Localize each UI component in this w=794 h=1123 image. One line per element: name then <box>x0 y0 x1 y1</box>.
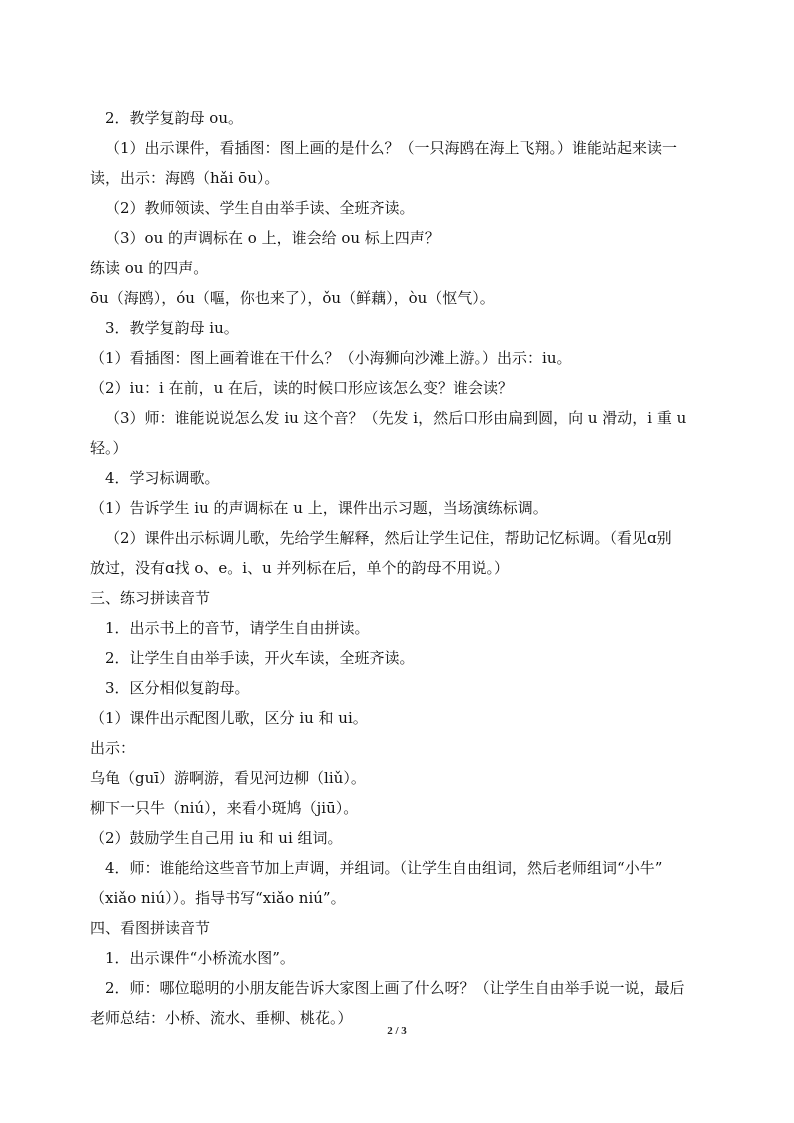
text-line: 4．学习标调歌。 <box>105 469 220 487</box>
text-line: （2）鼓励学生自己用 iu 和 ui 组词。 <box>90 829 343 847</box>
text-line: 1．出示书上的音节，请学生自由拼读。 <box>105 619 370 637</box>
text-line: 轻。） <box>90 439 128 457</box>
text-line: 练读 ou 的四声。 <box>90 259 209 277</box>
text-line: （3）ou 的声调标在 o 上，谁会给 ou 标上四声？ <box>105 229 440 247</box>
document-body <box>90 103 726 1033</box>
text-line: 放过，没有ɑ找 o、e。i、u 并列标在后，单个的韵母不用说。） <box>90 559 510 577</box>
text-line: （1）看插图：图上画着谁在干什么？（小海狮向沙滩上游。）出示：iu。 <box>90 349 572 367</box>
text-line: （2）课件出示标调儿歌，先给学生解释，然后让学生记住，帮助记忆标调。（看见ɑ别 <box>105 529 672 547</box>
text-line: 1．出示课件“小桥流水图”。 <box>105 949 295 967</box>
text-line: 读，出示：海鸥（hǎi ōu）。 <box>90 169 280 187</box>
text-line: （2）iu：i 在前，u 在后，读的时候口形应该怎么变？谁会读？ <box>90 379 513 397</box>
text-line: 柳下一只牛（niú），来看小斑鸠（jiū）。 <box>90 799 359 817</box>
text-line: 3．区分相似复韵母。 <box>105 679 250 697</box>
text-line: 3．教学复韵母 iu。 <box>105 319 239 337</box>
text-line: 4．师：谁能给这些音节加上声调，并组词。（让学生自由组词，然后老师组词“小牛” <box>105 859 663 877</box>
text-line: 2．师：哪位聪明的小朋友能告诉大家图上画了什么呀？（让学生自由举手说一说，最后 <box>105 979 685 997</box>
text-line: ōu（海鸥），óu（嘔，你也来了），ǒu（鲜藕），òu（怄气）。 <box>90 289 495 307</box>
text-line: （xiǎo niú））。指导书写“xiǎo niú”。 <box>90 889 346 907</box>
text-line: （3）师：谁能说说怎么发 iu 这个音？（先发 i，然后口形由扁到圆，向 u 滑动，i 重 u <box>105 409 687 427</box>
section-heading: 四、看图拼读音节 <box>90 919 211 937</box>
text-line: （1）出示课件，看插图：图上画的是什么？（一只海鸥在海上飞翔。）谁能站起来读一 <box>105 139 678 157</box>
text-line: 2．让学生自由举手读，开火车读，全班齐读。 <box>105 649 415 667</box>
text-line: 乌龟（guī）游啊游，看见河边柳（liǔ）。 <box>90 769 366 787</box>
text-line: 老师总结：小桥、流水、垂柳、桃花。） <box>90 1009 353 1027</box>
page-number: 2 / 3 <box>387 1025 407 1037</box>
text-line: （1）课件出示配图儿歌，区分 iu 和 ui。 <box>90 709 368 727</box>
text-line: （1）告诉学生 iu 的声调标在 u 上，课件出示习题，当场演练标调。 <box>90 499 548 517</box>
text-line: 出示： <box>90 739 136 757</box>
text-line: （2）教师领读、学生自由举手读、全班齐读。 <box>105 199 415 217</box>
text-line: 2．教学复韵母 ou。 <box>105 109 244 127</box>
section-heading: 三、练习拼读音节 <box>90 589 211 607</box>
